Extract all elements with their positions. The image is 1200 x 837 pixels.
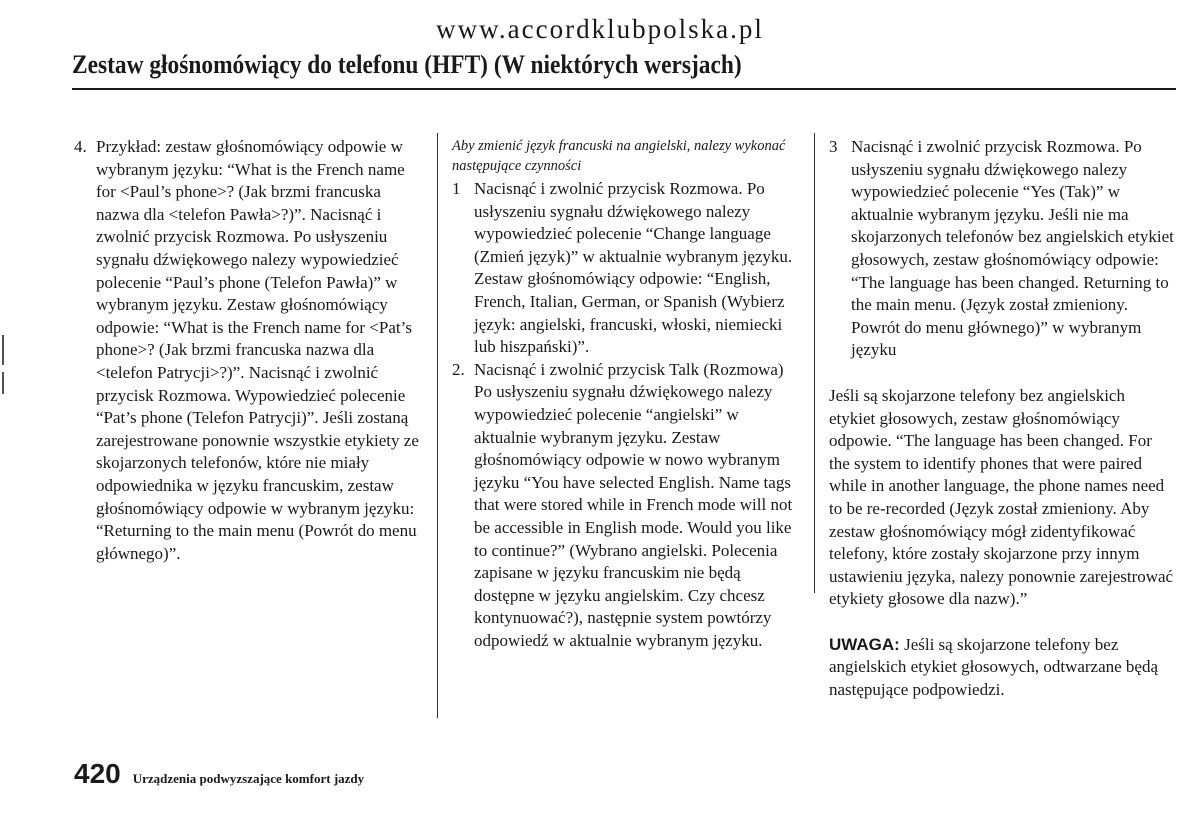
page-footer bbox=[74, 758, 364, 790]
column-right bbox=[829, 136, 1174, 702]
title-rule bbox=[72, 88, 1176, 90]
instruction-item-4 bbox=[74, 136, 424, 565]
instruction-item-3 bbox=[829, 136, 1174, 362]
item-text: Nacisnąć i zwolnić przycisk Talk (Rozmowa) Po usłyszeniu sygnału dźwiękowego nalezy wypowiedzieć polecenie “angielski” w aktualnie wybranym języku. Zestaw głośnomówiący odpowie w nowo wybranym języku “You have selected English. Name tags that were stored while in French mode will not be accessible in English mode. Would you like to continue?” (Wybrano angielski. Polecenia zapisane w języku francuskim nie będą dostępne w języku angielskim. Czy chcesz kontynuować?), następnie system powtórzy odpowiedź w aktualnie wybranym języku. bbox=[474, 359, 793, 650]
procedure-intro: Aby zmienić język francuski na angielski, nalezy wykonać następujące czynności bbox=[452, 138, 786, 174]
instruction-item-2 bbox=[452, 359, 798, 653]
page-number: 420 bbox=[74, 758, 121, 789]
item-text: Nacisnąć i zwolnić przycisk Rozmowa. Po usłyszeniu sygnału dźwiękowego nalezy wypowiedzieć polecenie “Change language (Zmień język)” w aktualnie wybranym języku. Zestaw głośnomówiący odpowie: “English, French, Italian, German, or Spanish (Wybierz język: angielski, francuski, włoski, niemiecki lub hiszpański)”. bbox=[474, 179, 793, 357]
page-title: Zestaw głośnomówiący do telefonu (HFT) (W niektórych wersjach) bbox=[72, 50, 742, 79]
item-text: Nacisnąć i zwolnić przycisk Rozmowa. Po usłyszeniu sygnału dźwiękowego nalezy wypowiedzieć polecenie “Yes (Tak)” w aktualnie wybranym języku. Jeśli nie ma skojarzonych telefonów bez angielskich etykiet głosowych, zestaw głośnomówiący odpowie: “The language has been changed. Returning to the main menu. (Język został zmieniony. Powrót do menu głównego)” w wybranym języku bbox=[851, 137, 1174, 360]
site-url: www.accordklubpolska.pl bbox=[436, 14, 764, 44]
note-text: Jeśli są skojarzone telefony bez angielskich etykiet głosowych, odtwarzane będą następujące podpowiedzi. bbox=[829, 634, 1159, 700]
column-middle bbox=[452, 136, 798, 652]
item-number: 1 bbox=[452, 179, 461, 198]
item-number: 2. bbox=[452, 359, 465, 379]
column-left bbox=[74, 136, 424, 565]
info-paragraph: Jeśli są skojarzone telefony bez angielskich etykiet głosowych, zestaw głośnomówiący odpowie. “The language has been changed. For the system to identify phones that were paired while in another language, the phone names need to be re-recorded (Język został zmieniony. Aby zestaw głośnomówiący mógł zidentyfikować telefony, które zostały skojarzone przy innym ustawieniu języka, nalezy ponownie zarejestrować etykiety głosowe dla nazw).” bbox=[829, 385, 1174, 609]
instruction-item-1 bbox=[452, 178, 798, 359]
column-divider bbox=[814, 133, 815, 593]
column-divider bbox=[437, 133, 438, 718]
item-number: 3 bbox=[829, 137, 838, 156]
note bbox=[829, 634, 1174, 702]
item-number: 4. bbox=[74, 137, 87, 156]
scan-edge-mark bbox=[2, 372, 4, 394]
scan-edge-mark bbox=[2, 335, 4, 365]
section-name: Urządzenia podwyzszające komfort jazdy bbox=[132, 771, 365, 786]
item-text: Przykład: zestaw głośnomówiący odpowie w wybranym języku: “What is the French name for <Paul’s phone>? (Jak brzmi francuska nazwa dla <telefon Pawła>?)”. Nacisnąć i zwolnić przycisk Rozmowa. Po usłyszeniu sygnału dźwiękowego nalezy wypowiedzieć polecenie “Paul’s phone (Telefon Pawła)” w wybranym języku. Zestaw głośnomówiący odpowie: “What is the French name for <Pat’s phone>? (Jak brzmi francuska nazwa dla <telefon Patrycji>?)”. Nacisnąć i zwolnić przycisk Rozmowa. Wypowiedzieć polecenie “Pat’s phone (Telefon Patrycji)”. Jeśli zostaną zarejestrowane ponownie wszystkie etykiety ze skojarzonych telefonów, które nie miały odpowiednika w języku francuskim, zestaw głośnomówiący odpowie w wybranym języku: “Returning to the main menu (Powrót do menu głównego)”. bbox=[96, 137, 419, 563]
note-label: UWAGA: bbox=[829, 634, 900, 654]
